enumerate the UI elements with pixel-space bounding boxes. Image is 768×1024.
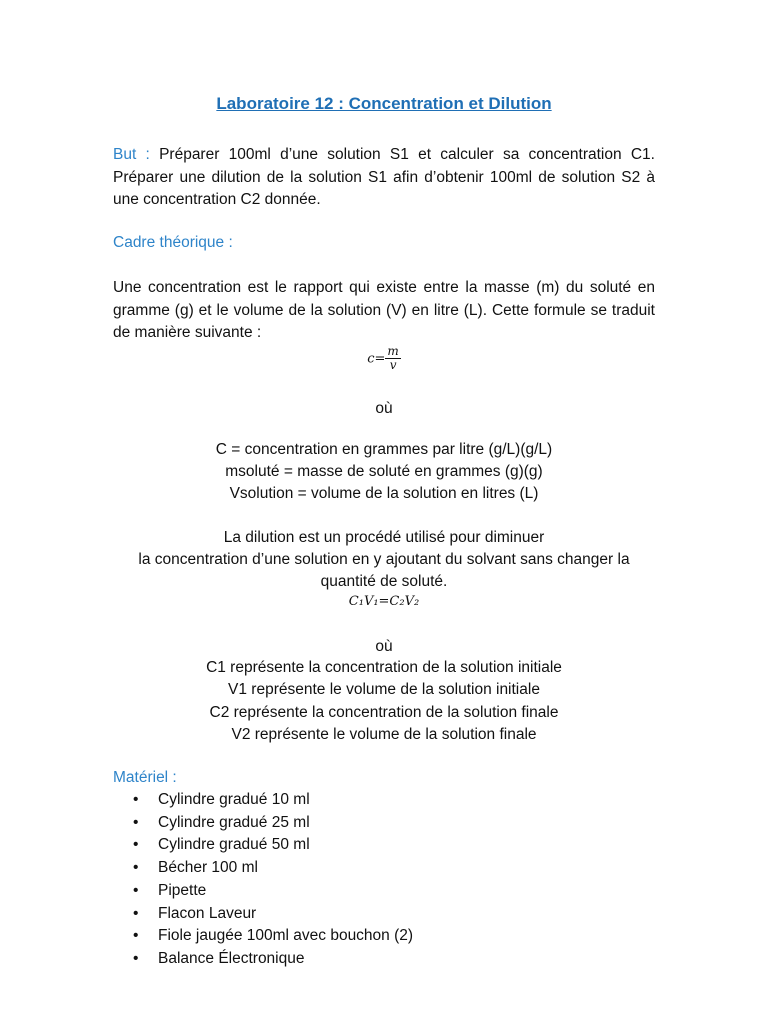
- bullet-icon: •: [133, 859, 139, 877]
- materiel-list: [113, 789, 413, 971]
- bullet-icon: •: [133, 813, 139, 831]
- list-item-label: Cylindre gradué 50 ml: [158, 836, 310, 854]
- definition-line: msoluté = masse de soluté en grammes (g)(g): [225, 463, 543, 480]
- formula-dilution: C₁V₁=C₂V₂: [348, 594, 420, 609]
- page-title: Laboratoire 12 : Concentration et Dilution: [216, 94, 552, 113]
- definition-line: C = concentration en grammes par litre (g/L)(g/L): [215, 441, 553, 458]
- ou-text-1: où: [375, 400, 393, 417]
- bullet-icon: •: [133, 927, 139, 945]
- concentration-paragraph: Une concentration est le rapport qui existe entre la masse (m) du soluté en gramme (g) et le volume de la solution (V) en litre (L). Cette formule se traduit de manière suivante :: [113, 279, 655, 341]
- bullet-icon: •: [133, 949, 139, 967]
- dilution-line: quantité de soluté.: [320, 573, 448, 590]
- list-item: [113, 880, 413, 903]
- list-item-label: Balance Électronique: [158, 949, 305, 967]
- ou-text-2: où: [375, 638, 393, 655]
- bullet-icon: •: [133, 881, 139, 899]
- list-item: [113, 925, 413, 948]
- list-item: [113, 812, 413, 835]
- definition-line: Vsolution = volume de la solution en litres (L): [229, 485, 539, 502]
- definition-line: C1 représente la concentration de la solution initiale: [206, 659, 562, 676]
- cadre-theorique-heading: Cadre théorique :: [113, 234, 233, 251]
- materiel-heading: Matériel :: [113, 769, 177, 786]
- list-item-label: Flacon Laveur: [158, 904, 257, 922]
- list-item: [113, 789, 413, 812]
- bullet-icon: •: [133, 904, 139, 922]
- list-item-label: Fiole jaugée 100ml avec bouchon (2): [158, 927, 414, 945]
- but-text: Préparer 100ml d’une solution S1 et calculer sa concentration C1. Préparer une dilution de la solution S1 afin d’obtenir 100ml de solution S2 à une concentration C2 donnée.: [113, 146, 655, 208]
- formula-concentration: [0, 345, 768, 372]
- dilution-line: La dilution est un procédé utilisé pour diminuer: [223, 529, 545, 546]
- list-item: [113, 948, 413, 971]
- list-item-label: Cylindre gradué 25 ml: [158, 813, 310, 831]
- formula-fraction: [385, 345, 400, 372]
- bullet-icon: •: [133, 791, 139, 808]
- but-paragraph: [113, 144, 655, 212]
- list-item: [113, 834, 413, 857]
- list-item-label: Cylindre gradué 10 ml: [158, 791, 310, 808]
- formula-lhs: c=: [367, 351, 386, 367]
- list-item-label: Pipette: [158, 881, 207, 899]
- dilution-line: la concentration d’une solution en y ajoutant du solvant sans changer la: [138, 551, 630, 568]
- but-label: But :: [113, 146, 150, 163]
- definition-line: C2 représente la concentration de la solution finale: [209, 704, 559, 721]
- formula-denominator: v: [389, 358, 397, 372]
- bullet-icon: •: [133, 836, 139, 854]
- list-item: [113, 857, 413, 880]
- definition-line: V2 représente le volume de la solution finale: [231, 726, 537, 743]
- definition-line: V1 représente le volume de la solution initiale: [228, 681, 540, 698]
- list-item: [113, 903, 413, 926]
- list-item-label: Bécher 100 ml: [158, 859, 258, 877]
- formula-numerator: m: [387, 344, 399, 358]
